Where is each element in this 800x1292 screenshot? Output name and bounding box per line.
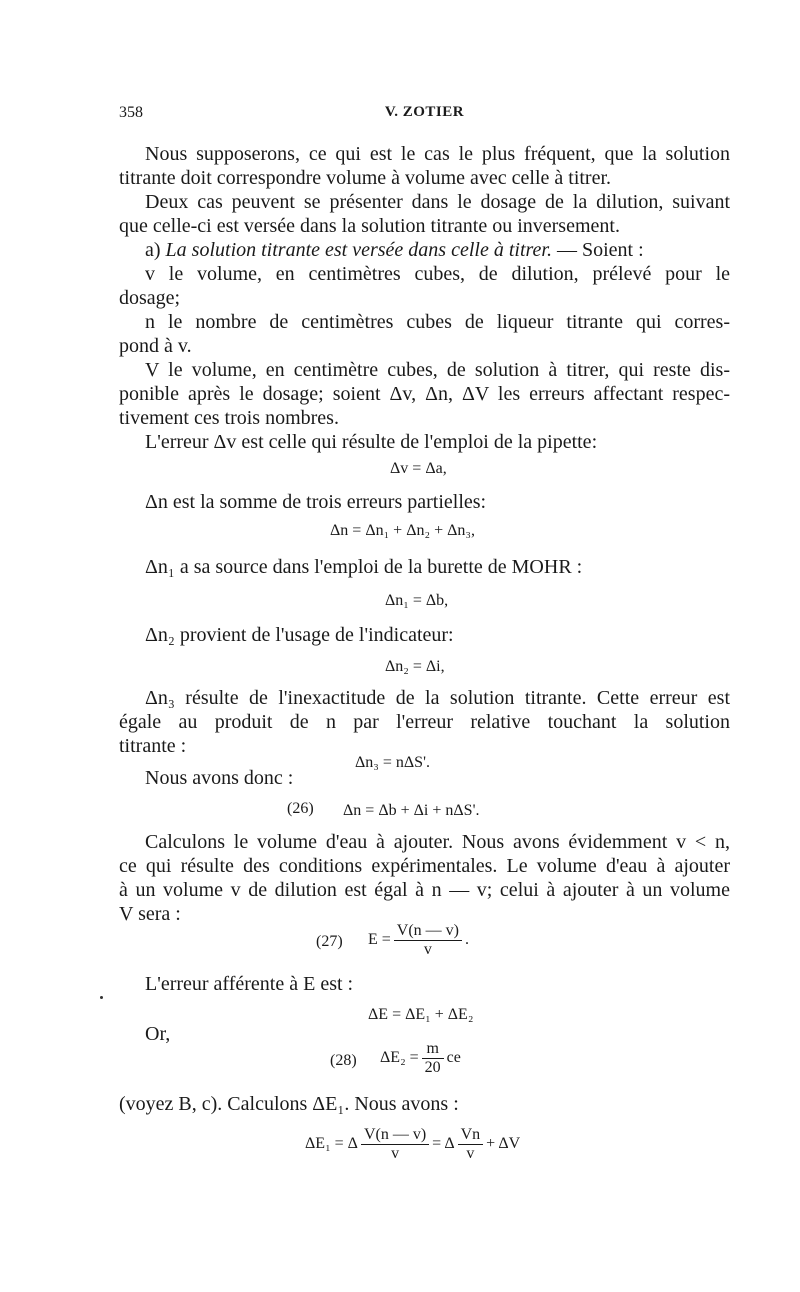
equation: ΔE = ΔE₁ + ΔE₂ bbox=[368, 1006, 474, 1023]
page-header bbox=[119, 104, 730, 126]
paragraph-line: (voyez B, c). Calculons ΔE₁. Nous avons : bbox=[119, 1093, 459, 1115]
paragraph-line: V sera : bbox=[119, 903, 181, 925]
paragraph-line: V le volume, en centimètre cubes, de solution à titrer, qui reste dis- bbox=[145, 359, 730, 381]
paragraph-line: L'erreur afférente à E est : bbox=[145, 973, 354, 995]
paragraph-line: n le nombre de centimètres cubes de liqueur titrante qui corres- bbox=[145, 311, 730, 333]
paragraph-line: Nous supposerons, ce qui est le cas le plus fréquent, que la solution bbox=[145, 143, 730, 165]
paragraph-line: v le volume, en centimètres cubes, de dilution, prélevé pour le bbox=[145, 263, 730, 285]
print-speck bbox=[100, 996, 103, 999]
equation: Δn = Δn₁ + Δn₂ + Δn₃, bbox=[330, 522, 475, 539]
equation: Δv = Δa, bbox=[390, 460, 447, 477]
paragraph-line: ce qui résulte des conditions expérimentales. Le volume d'eau à ajouter bbox=[119, 855, 730, 877]
paragraph-line: L'erreur Δv est celle qui résulte de l'emploi de la pipette: bbox=[145, 431, 598, 453]
paragraph-line: Δn₂ provient de l'usage de l'indicateur: bbox=[145, 624, 454, 646]
fraction: $\frac{m}{20}$ bbox=[422, 1040, 444, 1077]
fraction: $\frac{V(n — v)}{v}$ bbox=[361, 1126, 429, 1163]
equation-number: (27) bbox=[316, 933, 343, 950]
paragraph-line: ponible après le dosage; soient Δv, Δn, ΔV les erreurs affectant respec- bbox=[119, 383, 730, 405]
paragraph-line: pond à v. bbox=[119, 335, 192, 357]
case-label: a) bbox=[145, 239, 166, 261]
paragraph-line: Δn₃ résulte de l'inexactitude de la solution titrante. Cette erreur est bbox=[145, 687, 730, 709]
equation: Δn₃ = nΔS'. bbox=[355, 754, 430, 771]
paragraph-line: Δn₁ a sa source dans l'emploi de la burette de MOHR : bbox=[145, 556, 583, 578]
paragraph-line: titrante doit correspondre volume à volume avec celle à titrer. bbox=[119, 167, 612, 189]
paragraph-line: à un volume v de dilution est égal à n — v; celui à ajouter à un volume bbox=[119, 879, 730, 901]
running-title: V. ZOTIER bbox=[384, 104, 465, 120]
equation: ΔE₂ = $\frac{m}{20}$ ce bbox=[380, 1040, 461, 1076]
paragraph-line: Or, bbox=[145, 1023, 171, 1045]
equation: E = $\frac{V(n — v)}{v}$ . bbox=[368, 922, 470, 958]
paragraph-line: Nous avons donc : bbox=[145, 767, 294, 789]
paragraph-line: que celle-ci est versée dans la solution titrante ou inversement. bbox=[119, 215, 620, 237]
italic-heading: La solution titrante est versée dans celle à titrer. bbox=[165, 239, 552, 261]
paragraph-line: égale au produit de n par l'erreur relative touchant la solution bbox=[119, 711, 730, 733]
paragraph-line: Calculons le volume d'eau à ajouter. Nous avons évidemment v < n, bbox=[145, 831, 730, 853]
case-tail: — Soient : bbox=[551, 239, 644, 261]
equation: Δn = Δb + Δi + nΔS'. bbox=[343, 802, 480, 819]
fraction: $\frac{V(n — v)}{v}$ bbox=[394, 922, 462, 959]
equation-number: (28) bbox=[330, 1052, 357, 1069]
equation: ΔE₁ = Δ $\frac{V(n — v)}{v}$ = Δ $\frac{Vn}{v}$ + ΔV bbox=[305, 1126, 521, 1162]
paragraph-line bbox=[145, 238, 644, 262]
equation: Δn₁ = Δb, bbox=[385, 592, 449, 609]
paragraph-line: tivement ces trois nombres. bbox=[119, 407, 339, 429]
paragraph-line: Deux cas peuvent se présenter dans le dosage de la dilution, suivant bbox=[145, 191, 730, 213]
equation-number: (26) bbox=[287, 800, 314, 817]
fraction: $\frac{Vn}{v}$ bbox=[458, 1126, 484, 1163]
equation: Δn₂ = Δi, bbox=[385, 658, 445, 675]
paragraph-line: titrante : bbox=[119, 735, 187, 757]
paragraph-line: dosage; bbox=[119, 287, 181, 309]
page-number: 358 bbox=[119, 104, 143, 121]
paragraph-line: Δn est la somme de trois erreurs partielles: bbox=[145, 491, 487, 513]
